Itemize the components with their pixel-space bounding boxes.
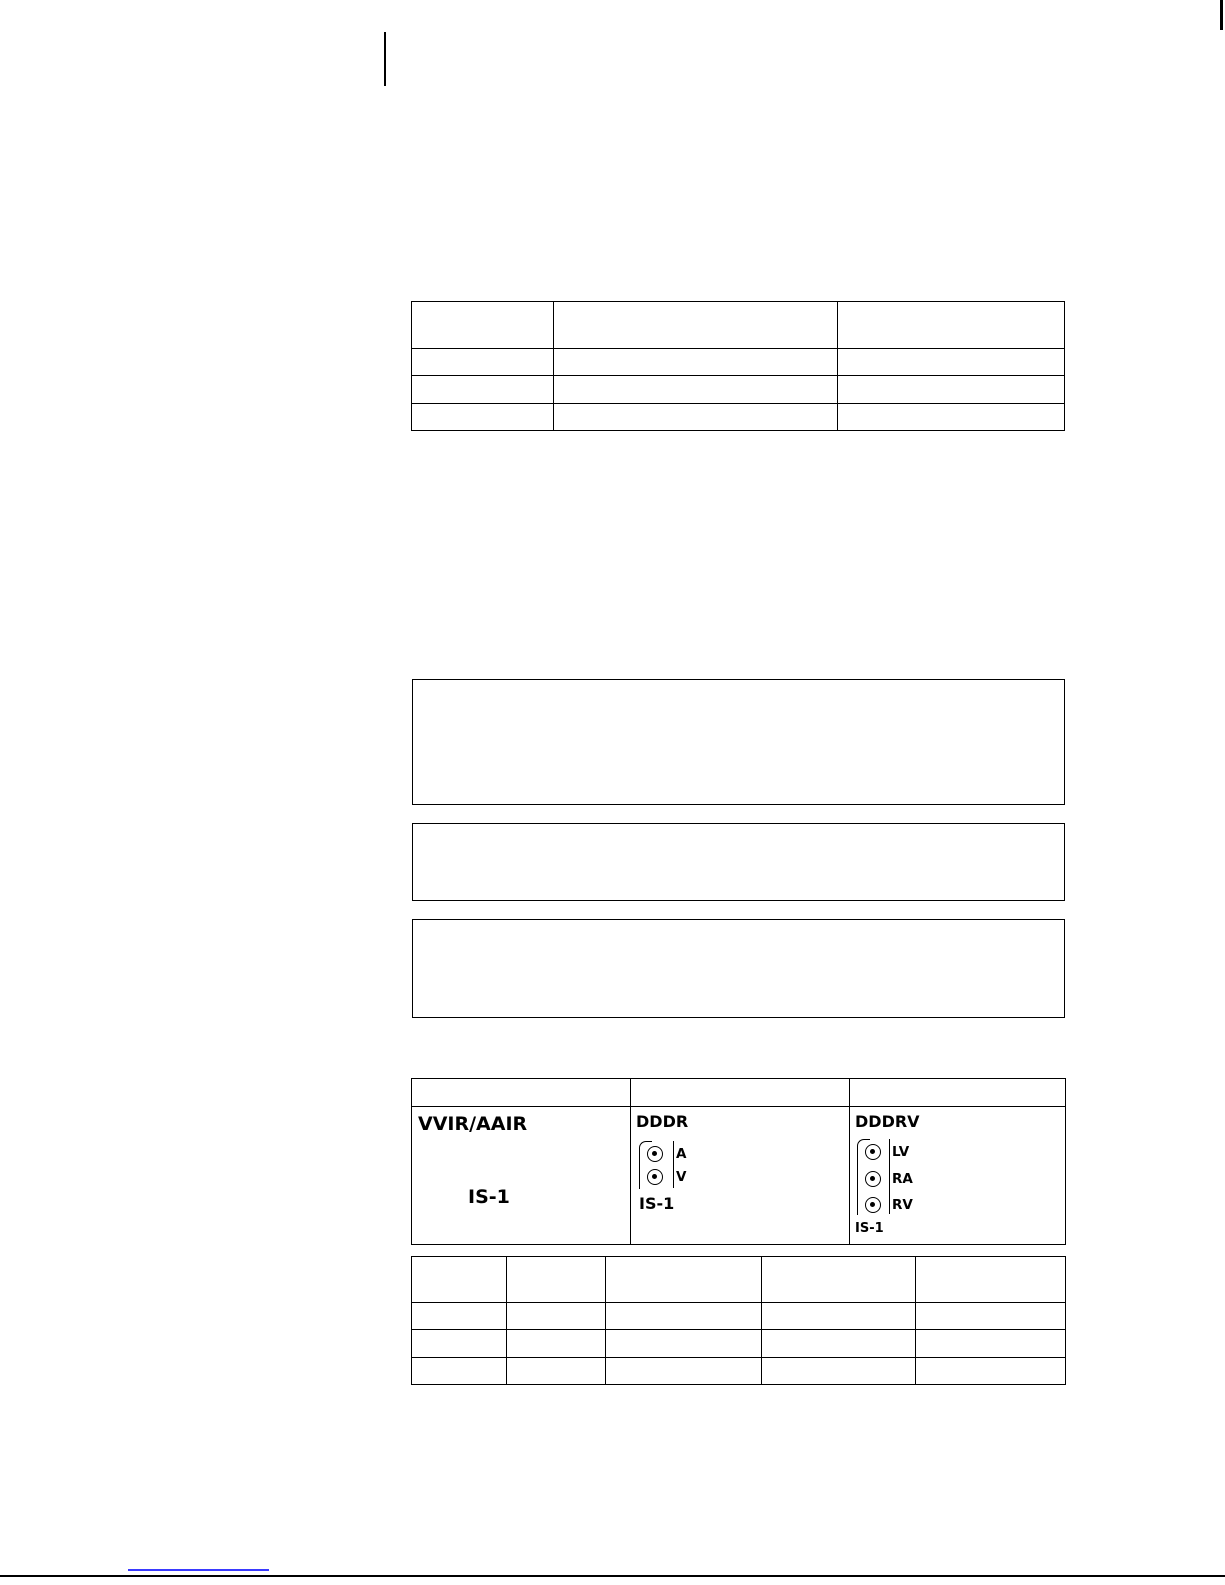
table-1-header-cell — [412, 302, 554, 349]
table-3-header-cell — [507, 1257, 606, 1303]
table-1-cell — [412, 404, 554, 431]
table-3-header-cell — [412, 1257, 507, 1303]
table-3-cell — [916, 1303, 1066, 1330]
port-a-label: A — [676, 1146, 687, 1162]
dddr-header-bracket-right — [672, 1141, 674, 1188]
table-3-cell — [762, 1330, 916, 1358]
is1-label-2: IS-1 — [639, 1194, 675, 1213]
table-3-cell — [412, 1303, 507, 1330]
table-1-cell — [554, 404, 838, 431]
page-edge-mark — [1220, 0, 1223, 30]
table-1-header-cell — [554, 302, 838, 349]
port-v-label: V — [676, 1169, 687, 1185]
port-rv-icon — [865, 1197, 881, 1213]
table-1 — [411, 301, 1065, 431]
is1-label-3: IS-1 — [855, 1221, 884, 1236]
is1-label-1: IS-1 — [468, 1186, 510, 1208]
connector-header-1 — [412, 1079, 631, 1107]
port-lv-label: LV — [892, 1144, 910, 1160]
margin-rule — [384, 32, 386, 86]
table-3-cell — [412, 1358, 507, 1385]
table-1-cell — [412, 376, 554, 404]
port-ra-label: RA — [892, 1171, 913, 1187]
port-v-icon — [647, 1169, 663, 1185]
table-3 — [411, 1256, 1066, 1385]
table-1-cell — [554, 376, 838, 404]
dddrv-label: DDDRV — [855, 1112, 920, 1131]
port-ra-icon — [865, 1171, 881, 1187]
note-box-2 — [412, 823, 1065, 901]
table-1-cell — [412, 349, 554, 376]
table-3-cell — [606, 1358, 762, 1385]
table-3-cell — [916, 1330, 1066, 1358]
note-box-3 — [412, 919, 1065, 1018]
table-3-cell — [916, 1358, 1066, 1385]
table-1-cell — [838, 404, 1065, 431]
dddrv-header-bracket-right — [888, 1139, 890, 1214]
connector-header-2 — [631, 1079, 850, 1107]
table-3-cell — [762, 1303, 916, 1330]
dddr-label: DDDR — [636, 1112, 689, 1131]
table-3-cell — [412, 1330, 507, 1358]
vvir-aair-label: VVIR/AAIR — [418, 1113, 528, 1135]
table-3-cell — [507, 1358, 606, 1385]
table-1-header-cell — [838, 302, 1065, 349]
table-3-cell — [507, 1303, 606, 1330]
port-rv-label: RV — [892, 1197, 913, 1213]
connector-header-3 — [850, 1079, 1066, 1107]
connector-table — [411, 1078, 1066, 1245]
table-1-cell — [838, 349, 1065, 376]
note-box-1 — [412, 679, 1065, 805]
table-3-cell — [606, 1303, 762, 1330]
table-3-cell — [606, 1330, 762, 1358]
footer-rule — [0, 1575, 1225, 1577]
table-1-cell — [838, 376, 1065, 404]
table-3-cell — [507, 1330, 606, 1358]
table-1-cell — [554, 349, 838, 376]
table-3-header-cell — [606, 1257, 762, 1303]
footer-link-underline — [128, 1569, 269, 1571]
table-3-cell — [762, 1358, 916, 1385]
table-3-header-cell — [916, 1257, 1066, 1303]
port-a-icon — [647, 1146, 663, 1162]
table-3-header-cell — [762, 1257, 916, 1303]
port-lv-icon — [865, 1144, 881, 1160]
